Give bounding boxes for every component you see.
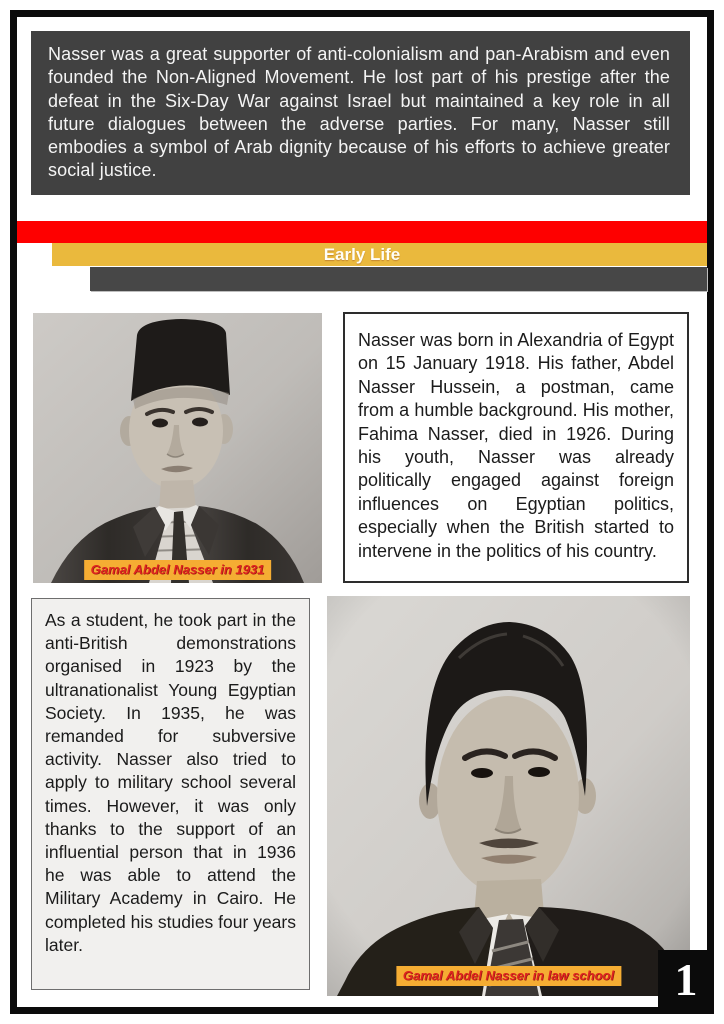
photo-caption-law-school: Gamal Abdel Nasser in law school <box>396 966 621 986</box>
photo-nasser-1931 <box>33 313 322 583</box>
intro-panel <box>31 31 690 195</box>
dark-accent-bar <box>90 267 707 291</box>
page-number-tab <box>658 950 714 1014</box>
portrait-law-school-image <box>327 596 690 996</box>
birth-text-panel <box>343 312 689 583</box>
intro-paragraph: Nasser was a great supporter of anti-colonialism and pan-Arabism and even founded the Non-Aligned Movement. He lost part of his prestige after the defeat in the Six-Day War against Israel but maintained a key role in all future dialogues between the adverse parties. For many, Nasser still embodies a symbol of Arab dignity because of his efforts to achieve greater social justice. <box>48 44 670 181</box>
photo-caption-1931: Gamal Abdel Nasser in 1931 <box>84 560 272 580</box>
section-title: Early Life <box>323 245 401 264</box>
birth-paragraph: Nasser was born in Alexandria of Egypt on 15 January 1918. His father, Abdel Nasser Hussein, a postman, came from a humble background. His mother, Fahima Nasser, died in 1926. During his youth, Nasser was already politically engaged against foreign influences on Egyptian politics, especially when the British started to intervene in the politics of his country. <box>358 330 674 561</box>
student-paragraph: As a student, he took part in the anti-British demonstrations organised in 1923 by the ultranationalist Young Egyptian Society. In 1935, he was remanded for subversive activity. Nasser also tried to apply to military school several times. However, it was only thanks to the support of an influential person that in 1936 he was able to attend the Military Academy in Cairo. He completed his studies four years later. <box>45 610 296 955</box>
red-accent-bar <box>17 221 707 243</box>
page-number: 1 <box>674 954 698 1005</box>
student-text-panel <box>31 598 310 990</box>
portrait-1931-image <box>33 313 322 583</box>
photo-nasser-law-school <box>327 596 690 996</box>
